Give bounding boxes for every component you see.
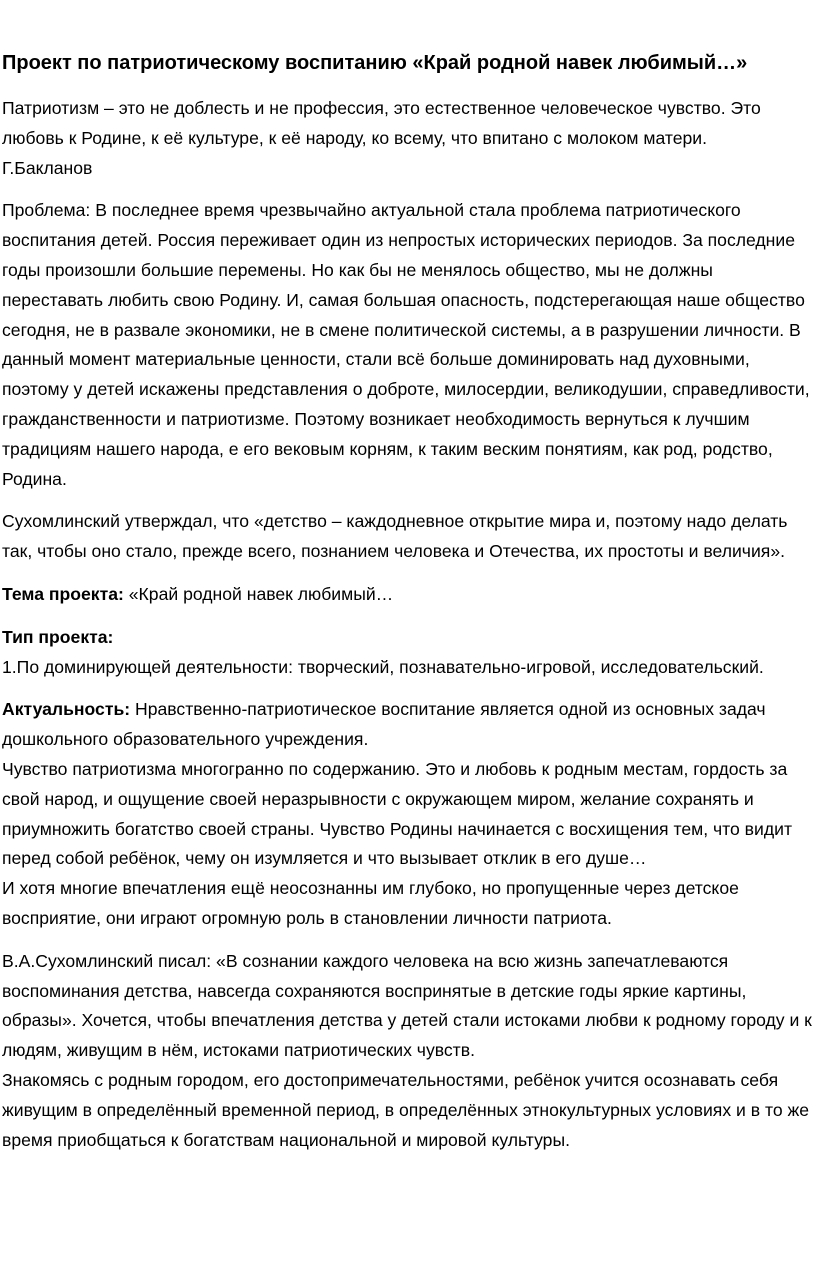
- epigraph: [2, 94, 812, 183]
- type-label: Тип проекта:: [2, 626, 114, 647]
- relevance-intro: [2, 695, 812, 755]
- type-item-1: 1.По доминирующей деятельности: творческий, познавательно-игровой, исследовательский.: [2, 656, 764, 677]
- relevance-label: Актуальность:: [2, 699, 131, 720]
- sukhomlinsky-quote: Сухомлинский утверждал, что «детство – каждодневное открытие мира и, поэтому надо делать так, чтобы оно стало, прежде всего, познанием человека и Отечества, их простоты и величия».: [2, 511, 788, 562]
- document-title: Проект по патриотическому воспитанию «Край родной навек любимый…»: [2, 52, 748, 74]
- epigraph-author: Г.Бакланов: [2, 157, 93, 178]
- epigraph-text: Патриотизм – это не доблесть и не профессия, это естественное человеческое чувство. Это любовь к Родине, к её культуре, к её народу, ко всему, что впитано с молоком матери.: [2, 98, 761, 148]
- project-type: [2, 623, 812, 683]
- closing-paragraph-1: В.А.Сухомлинский писал: «В сознании каждого человека на всю жизнь запечатлеваются воспоминания детства, навсегда сохраняются воспринятые в детские годы яркие картины, образы». Хочется, чтобы впечатления детства у детей стали истоками любви к родному городу и к людям, живущим в нём, истоками патриотических чувств.: [2, 950, 812, 1061]
- relevance-section: [2, 695, 812, 933]
- relevance-value: Нравственно-патриотическое воспитание является одной из основных задач дошкольного образовательного учреждения.: [2, 699, 766, 750]
- closing-section: [2, 947, 812, 1156]
- relevance-paragraph-2: Чувство патриотизма многогранно по содержанию. Это и любовь к родным местам, гордость за свой народ, и ощущение своей неразрывности с окружающем миром, желание сохранять и приумножить богатство своей страны. Чувство Родины начинается с восхищения тем, что видит перед собой ребёнок, чему он изумляется и что вызывает отклик в его душе…: [2, 758, 793, 869]
- project-topic: [2, 580, 812, 610]
- problem-paragraph: Проблема: В последнее время чрезвычайно актуальной стала проблема патриотического воспитания детей. Россия переживает один из непростых исторических периодов. За последние годы произошли большие перемены. Но как бы не менялось общество, мы не должны переставать любить свою Родину. И, самая большая опасность, подстерегающая наше общество сегодня, не в развале экономики, не в смене политической системы, а в разрушении личности. В данный момент материальные ценности, стали всё больше доминировать над духовными, поэтому у детей искажены представления о доброте, милосердии, великодушии, справедливости, гражданственности и патриотизме. Поэтому возникает необходимость вернуться к лучшим традициям нашего народа, е его вековым корням, к таким веским понятиям, как род, родство, Родина.: [2, 200, 810, 489]
- closing-paragraph-2: Знакомясь с родным городом, его достопримечательностями, ребёнок учится осознавать себя живущим в определённый временной период, в определённых этнокультурных условиях и в то же время приобщаться к богатствам национальной и мировой культуры.: [2, 1069, 810, 1150]
- topic-label: Тема проекта:: [2, 583, 124, 604]
- relevance-paragraph-3: И хотя многие впечатления ещё неосознанны им глубоко, но пропущенные через детское восприятие, они играют огромную роль в становлении личности патриота.: [2, 878, 739, 928]
- topic-value: «Край родной навек любимый…: [123, 583, 394, 604]
